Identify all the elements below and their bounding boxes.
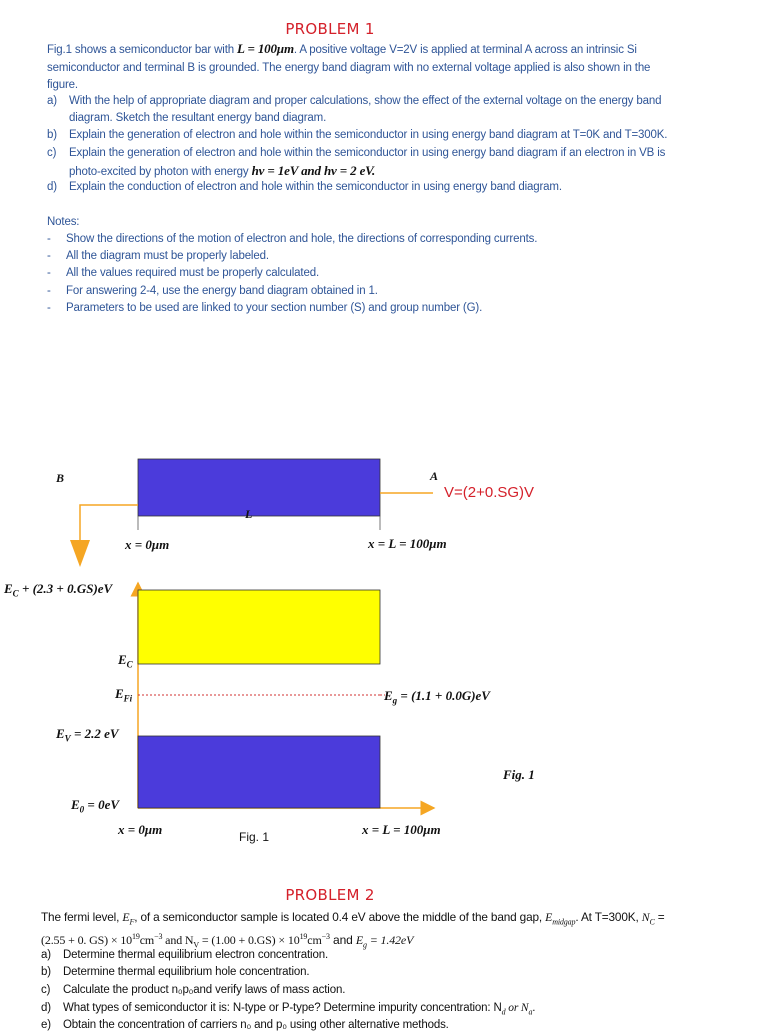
length-arrow-right: [372, 519, 380, 527]
item-c-text2-a: photo-excited by photon with energy: [69, 166, 252, 178]
band-diagram-figure: [0, 450, 768, 850]
problem2-line2: (2.55 + 0. $GS) \times 10^{19}cm^{-3}$ and $N_V = (1.00 + 0.GS) \times 10^{19}cm^{-3}$ and $E_g = 1.42eV$: [41, 932, 414, 950]
ground-arrow-icon: [70, 540, 90, 567]
photon-energy: hν = 1eV and hν = 2 eV.: [251, 163, 376, 178]
item-b-text: Explain the generation of electron and hole within the semiconductor in using energy band diagram at T=0K and T=300K.: [69, 129, 668, 141]
intro-text-b: . A positive voltage V=2V is applied at terminal A across an intrinsic Si: [293, 44, 637, 56]
item-c-text: Explain the generation of electron and hole within the semiconductor in using energy band diagram if an electron in VB is: [69, 147, 666, 159]
item-b-marker: b): [47, 129, 57, 141]
p2-item-b-marker: b): [41, 966, 51, 978]
label-a: A: [430, 469, 439, 483]
p2-item-e-marker: e): [41, 1019, 51, 1031]
intro-line3: figure.: [47, 79, 78, 91]
note-3: All the values required must be properly calculated.: [66, 267, 320, 279]
label-b: B: [56, 471, 65, 485]
problem1-title: PROBLEM 1: [285, 20, 375, 38]
fig-caption: Fig. 1: [239, 830, 270, 844]
note-4: For answering 2-4, use the energy band diagram obtained in 1.: [66, 285, 378, 297]
intro-text-a: Fig.1 shows a semiconductor bar with: [47, 44, 238, 56]
p2-item-a-marker: a): [41, 949, 51, 961]
eg-label: $E_g = (1.1 + 0.0G)eV$: [384, 688, 490, 706]
item-a-line1: [47, 93, 57, 110]
ec-plus-label: $E_C + (2.3 + 0.GS)eV$: [4, 581, 113, 599]
note-1: Show the directions of the motion of electron and hole, the directions of corresponding currents.: [66, 233, 538, 245]
p2-item-a-text: Determine thermal equilibrium electron concentration.: [63, 949, 328, 961]
note-dash: -: [47, 250, 51, 262]
problem2-title: PROBLEM 2: [285, 886, 375, 904]
item-d-marker: d): [47, 181, 57, 193]
note-5: Parameters to be used are linked to your section number (S) and group number (G).: [66, 302, 483, 314]
length-arrow-left: [138, 519, 146, 527]
p2-item-e-text: Obtain the concentration of carriers n₀ and p₀ using other alternative methods.: [63, 1019, 449, 1031]
p2-item-d-text: What types of semiconductor it is: N-type or P-type? Determine impurity concentration: $N_d$ or $N_a$.: [63, 1002, 536, 1017]
item-marker: a): [47, 95, 57, 107]
intro-line2: semiconductor and terminal B is grounded. The energy band diagram with no external voltage applied is also shown in the: [47, 61, 651, 74]
xl-top-label: x = L = 100μm: [368, 536, 447, 551]
item-d-text: Explain the conduction of electron and hole within the semiconductor in using energy band diagram.: [69, 181, 562, 193]
note-dash: -: [47, 302, 51, 314]
ev-label: $E_V = 2.2$ eV: [56, 726, 119, 744]
conduction-band: [138, 590, 380, 664]
ec-label: $E_C$: [118, 652, 133, 670]
efi-label: $E_{Fi}$: [115, 686, 133, 704]
x0-top-label: x = 0μm: [125, 537, 170, 552]
note-dash: -: [47, 285, 51, 297]
p2-item-c-marker: c): [41, 984, 51, 996]
notes-title: Notes:: [47, 216, 80, 228]
fig-right-label: Fig. 1: [503, 767, 535, 782]
xl-bottom-label: x = L = 100μm: [362, 822, 441, 837]
problem2-line1: The fermi level, $E_F$, of a semiconductor sample is located 0.4 eV above the middle of the band gap, $E_{midgap}$. At T=300K, $N_C$ =: [41, 910, 665, 927]
label-l: L: [245, 507, 253, 521]
note-2: All the diagram must be properly labeled.: [66, 250, 269, 262]
item-a-text2: diagram. Sketch the resultant energy band diagram.: [69, 112, 327, 124]
p2-item-d-marker: d): [41, 1002, 51, 1014]
x0-bottom-label: x = 0μm: [118, 822, 163, 837]
problem1-intro: [47, 40, 727, 95]
note-dash: -: [47, 233, 51, 245]
voltage-label: V=(2+0.SG)V: [444, 484, 535, 501]
intro-length: L = 100μm: [237, 41, 294, 56]
semiconductor-bar: [138, 459, 380, 516]
note-dash: -: [47, 267, 51, 279]
item-a-text1: With the help of appropriate diagram and proper calculations, show the effect of the external voltage on the energy band: [69, 95, 662, 107]
p2-item-b-text: Determine thermal equilibrium hole concentration.: [63, 966, 310, 978]
e0-label: $E_0 = 0eV$: [71, 797, 120, 815]
p2-item-c-text: Calculate the product n₀p₀and verify laws of mass action.: [63, 984, 346, 996]
valence-band: [138, 736, 380, 808]
item-c-marker: c): [47, 147, 57, 159]
